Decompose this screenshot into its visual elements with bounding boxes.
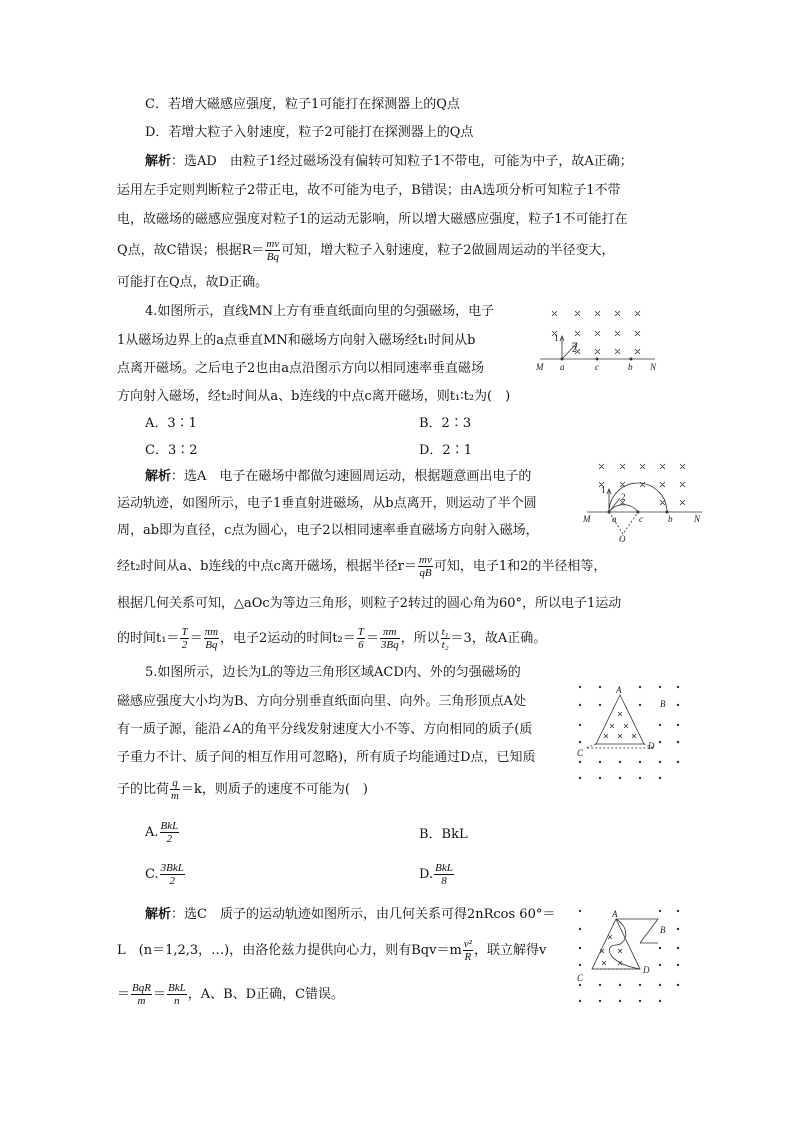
q4-option-b: B．2∶3 [419, 416, 472, 431]
q5-stem-line5: 子的比荷 $\frac{q}{m}$ ＝k，则质子的速度不可能为( ) [117, 777, 368, 802]
svg-text:a: a [612, 514, 617, 524]
formula-fraction: $\frac{mv}{Bq}$ [266, 238, 280, 263]
q5-option-b: B．BkL [419, 827, 468, 842]
q5-figure [574, 680, 684, 780]
svg-text:D: D [648, 741, 655, 751]
q5-stem-line4: 子重力不计、质子间的相互作用可忽略)，所有质子均能通过D点，已知质 [117, 750, 536, 765]
svg-text:B: B [660, 699, 666, 709]
svg-text:A: A [616, 685, 622, 695]
svg-text:C: C [577, 973, 584, 983]
q4-solution-line4: 经t₂时间从a、b连线的中点c离开磁场，根据半径r＝ $\frac{mv}{qB}$ 可知，电子1和2的半径相等， [117, 554, 607, 579]
q5-stem-line3: 有一质子源，能沿∠A的角平分线发射速度大小不等、方向相同的质子(质 [117, 722, 533, 737]
q4-solution-figure [582, 460, 712, 545]
solution-label: 解析 [145, 469, 172, 484]
q3-solution-line3: 电，故磁场的磁感应强度对粒子1的运动无影响，所以增大磁感应强度，粒子1不可能打在 [117, 212, 628, 227]
svg-text:1: 1 [601, 485, 606, 495]
q5-option-a: A. $\frac{\text{BkL}}{2}$ [145, 820, 179, 845]
q5-option-d: D. $\frac{\text{BkL}}{8}$ [419, 862, 453, 887]
svg-text:B: B [660, 925, 666, 935]
q5-solution-figure [574, 905, 684, 1005]
q5-solution-line2: L (n＝1,2,3，…)，由洛伦兹力提供向心力，则有Bqv＝m $\frac{\text{v²}}{R}$ ，联立解得v [117, 938, 547, 963]
q3-option-c: C．若增大磁感应强度，粒子1可能打在探测器上的Q点 [145, 97, 460, 112]
svg-text:2: 2 [572, 344, 577, 354]
svg-text:C: C [577, 748, 584, 758]
q4-stem-line3: 点离开磁场。之后电子2也由a点沿图示方向以相同速率垂直磁场 [117, 361, 485, 376]
svg-text:D: D [643, 965, 650, 975]
solution-label: 解析 [145, 907, 172, 922]
svg-text:c: c [595, 362, 599, 372]
formula-fraction: $\frac{mv}{qB}$ [419, 554, 432, 579]
q3-option-d: D．若增大粒子入射速度，粒子2可能打在探测器上的Q点 [145, 125, 474, 140]
svg-text:A: A [612, 909, 618, 919]
q3-solution-line5: 可能打在Q点，故D正确。 [117, 275, 269, 290]
q4-solution-line2: 运动轨迹，如图所示，电子1垂直射进磁场，从b点离开，则运动了半个圆 [117, 496, 537, 511]
q5-stem-line2: 磁感应强度大小均为B、方向分别垂直纸面向里、向外。三角形顶点A处 [117, 694, 526, 709]
svg-text:N: N [694, 514, 701, 524]
q4-stem-line1: 4.如图所示，直线MN上方有垂直纸面向里的匀强磁场，电子 [145, 304, 495, 319]
q4-option-c: C．3∶2 [145, 443, 198, 458]
q3-solution-line1: 解析：选AD 由粒子1经过磁场没有偏转可知粒子1不带电，可能为中子，故A正确； [145, 154, 633, 169]
svg-text:M: M [536, 362, 544, 372]
svg-text:N: N [650, 362, 657, 372]
svg-text:2: 2 [621, 492, 626, 502]
svg-text:c: c [639, 514, 643, 524]
svg-text:M: M [583, 514, 591, 524]
solution-label: 解析 [145, 154, 172, 169]
q5-solution-line1: 解析：选C 质子的运动轨迹如图所示，由几何关系可得2nRcos 60°＝ [145, 907, 556, 922]
svg-text:O: O [619, 534, 626, 544]
q4-solution-line3: 周，ab即为直径，c点为圆心，电子2以相同速率垂直磁场方向射入磁场， [117, 523, 539, 538]
svg-text:1: 1 [554, 333, 559, 343]
q4-solution-line5: 根据几何关系可知，△aOc为等边三角形，则粒子2转过的圆心角为60°，所以电子1运动 [117, 596, 622, 611]
q4-figure [535, 305, 665, 375]
q4-solution-line1: 解析：选A 电子在磁场中都做匀速圆周运动，根据题意画出电子的 [145, 469, 532, 484]
q4-stem-line4: 方向射入磁场，经t₂时间从a、b连线的中点c离开磁场，则t₁∶t₂为( ) [117, 389, 511, 404]
q4-option-a: A．3∶1 [145, 416, 197, 431]
q4-solution-line6: 的时间t₁＝ $\frac{T}{2}$ ＝ $\frac{\pi m}{Bq}$ ，电子2运动的时间t₂＝ $\frac{T}{6}$ ＝ $\frac{\pi m}{3Bq}$ ，所以 $\frac{\text{t₁}}{\text{t₂}}$ ＝3，故A正确。 [117, 626, 547, 651]
q4-stem-line2: 1从磁场边界上的a点垂直MN和磁场方向射入磁场经t₁时间从b [117, 333, 476, 348]
svg-text:b: b [628, 362, 633, 372]
q5-option-c: C. $\frac{\text{3BkL}}{2}$ [145, 862, 184, 887]
svg-text:a: a [560, 362, 565, 372]
q5-stem-line1: 5.如图所示，边长为L的等边三角形区域ACD内、外的匀强磁场的 [145, 665, 521, 680]
q3-solution-line4: Q点，故C错误；根据R＝ $\frac{mv}{Bq}$ 可知，增大粒子入射速度，粒子2做圆周运动的半径变大， [117, 238, 615, 263]
svg-text:b: b [668, 514, 673, 524]
q3-solution-line2: 运用左手定则判断粒子2带正电，故不可能为电子，B错误；由A选项分析可知粒子1不带 [117, 183, 621, 198]
q4-option-d: D．2∶1 [419, 443, 472, 458]
q5-solution-line3: ＝ $\frac{\text{BqR}}{m}$ ＝ $\frac{\text{BkL}}{n}$ ，A、B、D正确，C错误。 [117, 982, 345, 1007]
